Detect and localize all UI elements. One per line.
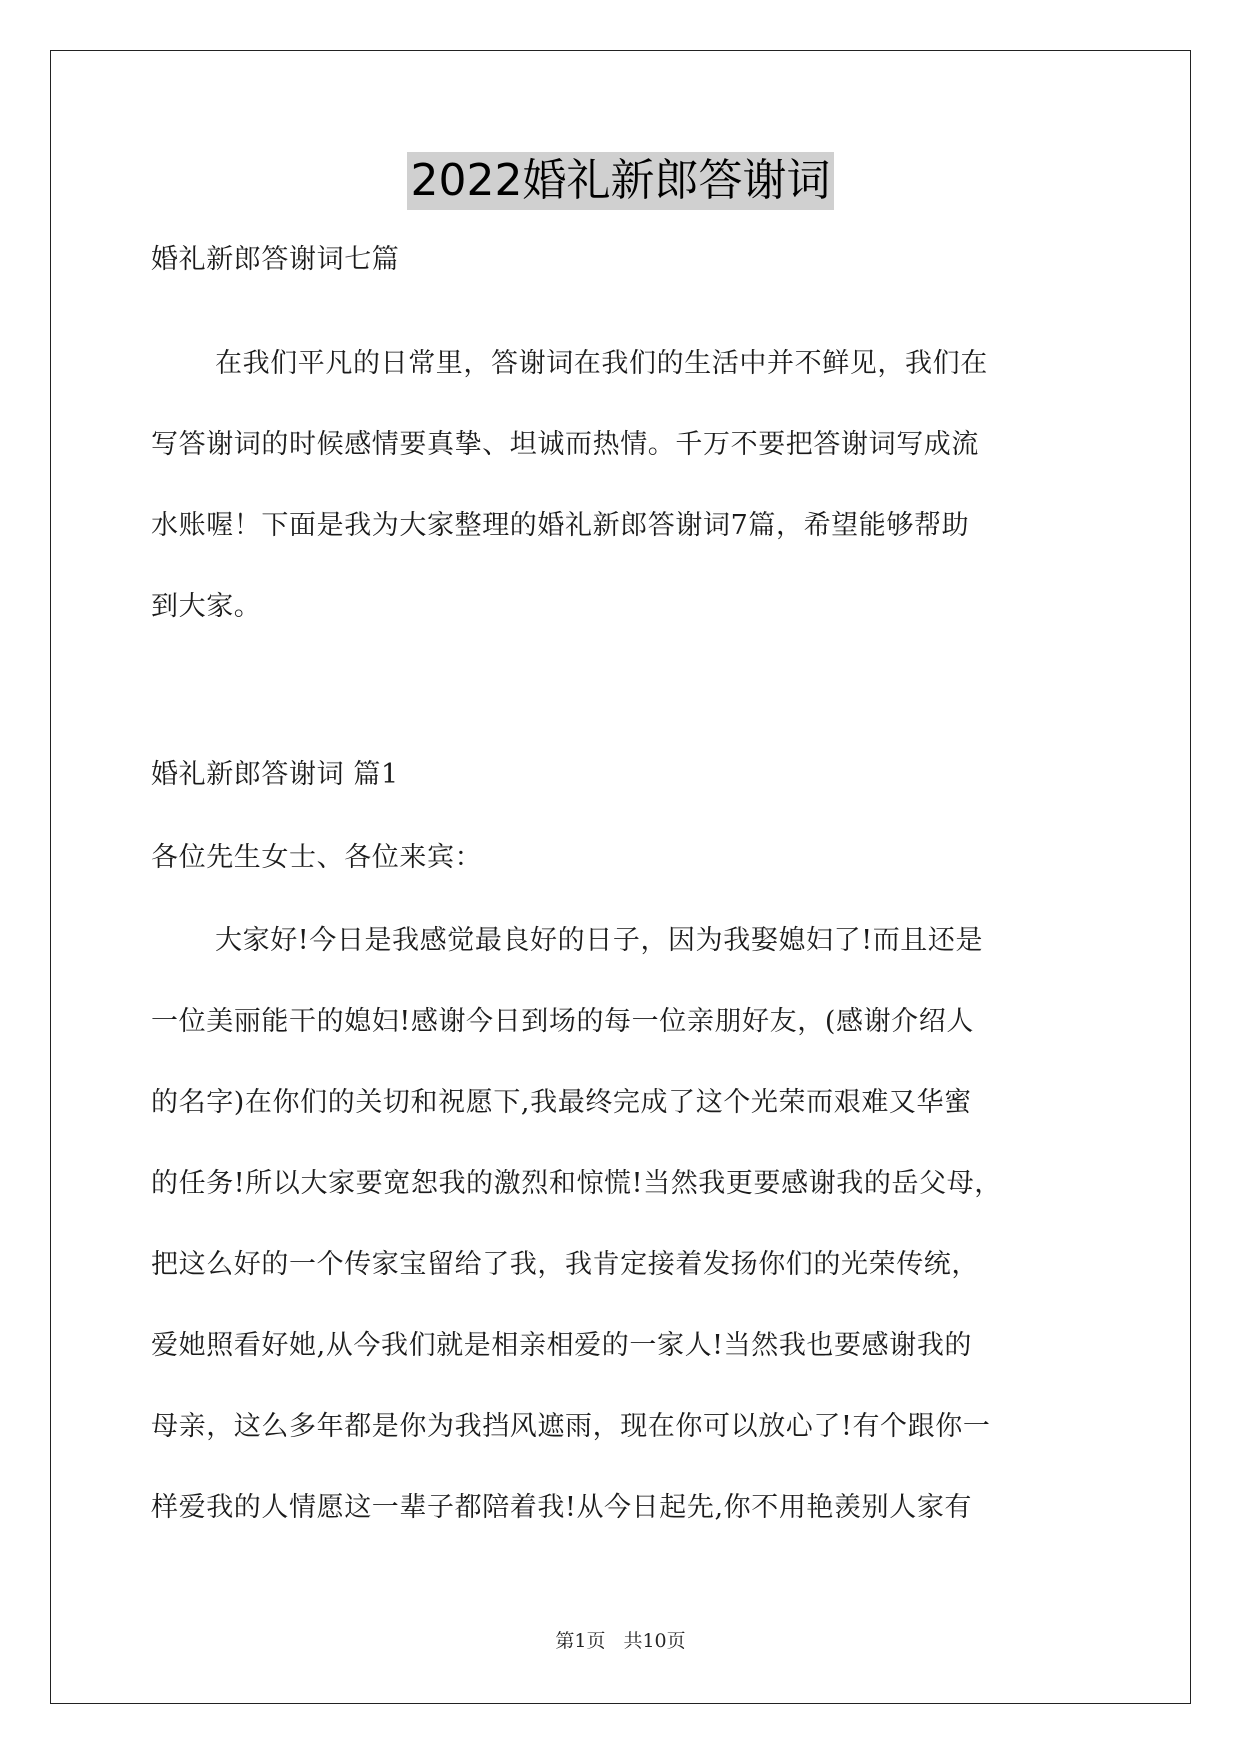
document-title: 2022婚礼新郎答谢词 (407, 152, 835, 210)
intro-line: 水账喔！下面是我为大家整理的婚礼新郎答谢词7篇，希望能够帮助 (151, 510, 970, 541)
page-footer (0, 1627, 1241, 1655)
body-line: 样爱我的人情愿这一辈子都陪着我!从今日起先,你不用艳羡别人家有 (151, 1492, 973, 1523)
page-number: 第1页 (555, 1630, 606, 1652)
subtitle: 婚礼新郎答谢词七篇 (151, 244, 400, 275)
body-line: 把这么好的一个传家宝留给了我，我肯定接着发扬你们的光荣传统， (151, 1249, 979, 1280)
intro-line: 到大家。 (151, 591, 262, 622)
body-line: 一位美丽能干的媳妇!感谢今日到场的每一位亲朋好友，(感谢介绍人 (151, 1006, 974, 1037)
body-line: 大家好!今日是我感觉最良好的日子，因为我娶媳妇了!而且还是 (215, 925, 984, 956)
body-line: 的名字)在你们的关切和祝愿下,我最终完成了这个光荣而艰难又华蜜 (151, 1087, 972, 1118)
title-container (0, 152, 1241, 210)
intro-line: 写答谢词的时候感情要真挚、坦诚而热情。千万不要把答谢词写成流 (151, 429, 979, 460)
body-line: 母亲，这么多年都是你为我挡风遮雨，现在你可以放心了!有个跟你一 (151, 1411, 991, 1442)
salutation: 各位先生女士、各位来宾： (151, 842, 483, 873)
page-total: 共10页 (623, 1630, 686, 1652)
section-heading: 婚礼新郎答谢词 篇1 (151, 759, 399, 790)
body-line: 爱她照看好她,从今我们就是相亲相爱的一家人!当然我也要感谢我的 (151, 1330, 973, 1361)
body-line: 的任务!所以大家要宽恕我的激烈和惊慌!当然我更要感谢我的岳父母， (151, 1168, 1002, 1199)
intro-line: 在我们平凡的日常里，答谢词在我们的生活中并不鲜见，我们在 (215, 348, 988, 379)
